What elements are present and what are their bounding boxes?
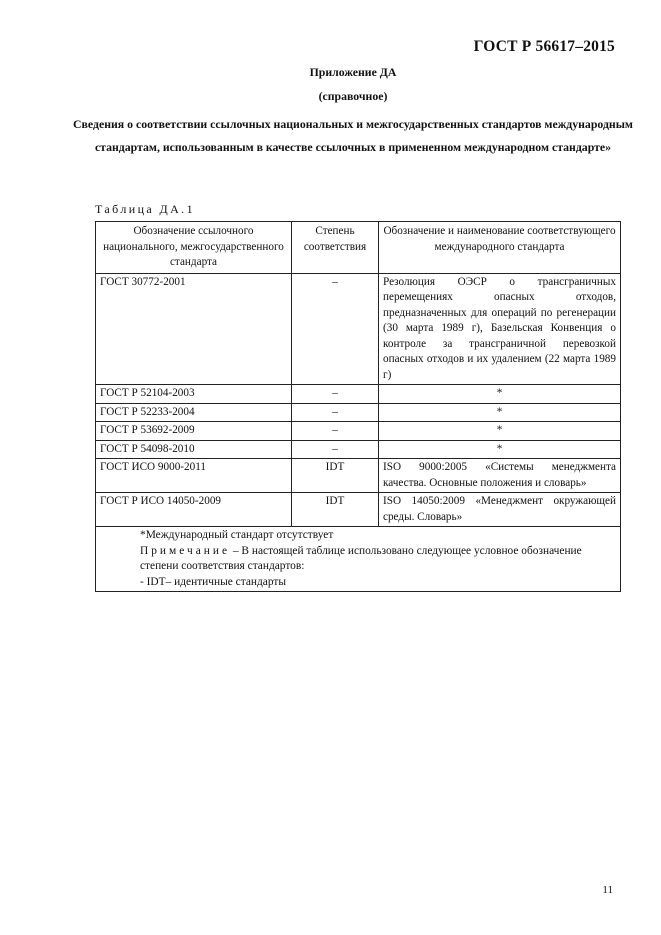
standard-cell: ГОСТ ИСО 9000-2011 — [96, 459, 292, 493]
table-notes-row — [96, 527, 621, 592]
degree-cell: – — [292, 273, 379, 385]
standard-cell: ГОСТ Р ИСО 14050-2009 — [96, 493, 292, 527]
standard-cell: ГОСТ Р 52104-2003 — [96, 385, 292, 404]
header-degree: Степень соответствия — [292, 222, 379, 274]
note-list-item: - IDT– идентичные стандарты — [140, 575, 287, 588]
degree-cell: – — [292, 385, 379, 404]
page-number: 11 — [602, 884, 613, 896]
standards-table — [95, 221, 621, 592]
table-row — [96, 385, 621, 404]
note-text: – В настоящей таблице использовано следующее условное обозначение степени соответствия стандартов: — [140, 544, 582, 572]
annex-subtitle: (справочное) — [318, 89, 388, 103]
standard-cell: ГОСТ 30772-2001 — [96, 273, 292, 385]
table-row — [96, 422, 621, 441]
international-cell: * — [379, 440, 621, 459]
document-code: ГОСТ Р 56617–2015 — [473, 38, 615, 55]
table-header-row — [96, 222, 621, 274]
table-row — [96, 459, 621, 493]
annex-title: Приложение ДА — [309, 65, 397, 79]
degree-cell: – — [292, 440, 379, 459]
degree-cell: – — [292, 422, 379, 441]
table-caption: Таблица ДА.1 — [95, 202, 195, 216]
header-national-standard: Обозначение ссылочного национального, межгосударственного стандарта — [96, 222, 292, 274]
annex-description: Сведения о соответствии ссылочных национальных и межгосударственных стандартов международным стандартам, использованным в качестве ссылочных в примененном международном стандарте» — [73, 117, 633, 154]
table-row — [96, 403, 621, 422]
international-cell: ISO 14050:2009 «Менеджмент окружающей среды. Словарь» — [379, 493, 621, 527]
standard-cell: ГОСТ Р 53692-2009 — [96, 422, 292, 441]
standard-cell: ГОСТ Р 52233-2004 — [96, 403, 292, 422]
degree-cell: IDT — [292, 493, 379, 527]
degree-cell: – — [292, 403, 379, 422]
international-cell: Резолюция ОЭСР о трансграничных перемещениях опасных отходов, предназначенных для операций по регенерации (30 марта 1989 г), Базельская Конвенция о контроле за трансграничной перевозкой опасных отходов и их удалением (22 марта 1989 г) — [379, 273, 621, 385]
table-row — [96, 440, 621, 459]
table-notes — [96, 527, 621, 592]
table-row — [96, 493, 621, 527]
international-cell: * — [379, 422, 621, 441]
standard-cell: ГОСТ Р 54098-2010 — [96, 440, 292, 459]
note — [100, 544, 616, 575]
international-cell: ISO 9000:2005 «Системы менеджмента качества. Основные положения и словарь» — [379, 459, 621, 493]
header-international-standard: Обозначение и наименование соответствующего международного стандарта — [379, 222, 621, 274]
footnote: *Международный стандарт отсутствует — [140, 529, 334, 541]
table-row — [96, 273, 621, 385]
international-cell: * — [379, 403, 621, 422]
note-label: Примечание — [140, 544, 231, 557]
international-cell: * — [379, 385, 621, 404]
degree-cell: IDT — [292, 459, 379, 493]
